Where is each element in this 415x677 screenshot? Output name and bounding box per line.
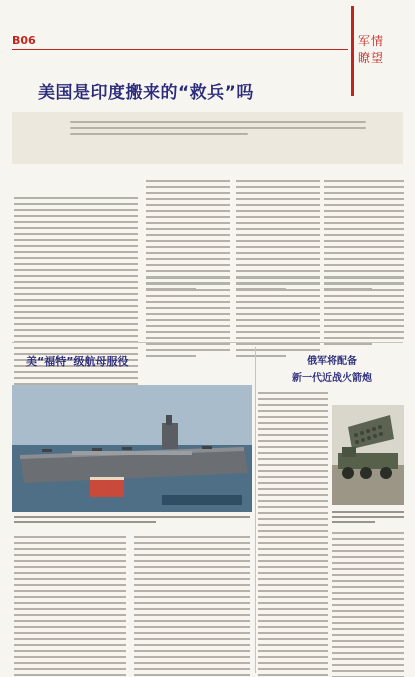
article-body-column-4 [324,180,404,260]
carrier-article-title: 美“福特”级航母服役 [26,355,129,368]
carrier-photo-caption [14,516,250,530]
rocket-article-title-line-1: 俄军将配备 [307,356,357,367]
aircraft-carrier-photo [12,385,252,512]
column-name-line-1: 军情 [358,34,385,48]
column-name-line-2: 瞭望 [358,51,385,65]
rocket-photo-caption [332,511,404,527]
main-headline: 美国是印度搬来的“救兵”吗 [38,83,254,103]
carrier-article-body-2 [134,536,250,674]
rocket-article-heading [262,352,402,384]
carrier-article-body-1 [14,536,126,674]
article-body-column-2b [146,277,230,339]
article-body-column-3 [236,180,320,260]
article-body-column-2 [146,180,230,260]
column-divider [255,347,256,673]
rocket-article-body-1 [258,392,328,672]
header-rule [12,49,348,50]
rocket-launcher-photo [332,405,404,505]
section-divider [12,342,403,343]
carrier-article-heading [26,353,186,371]
article-body-column-1 [14,197,138,342]
article-body-column-3b [236,277,320,339]
aircraft-carrier-illustration [12,385,252,512]
headline-deck [70,121,366,143]
rocket-article-body-2 [332,532,404,672]
rocket-article-title-line-2: 新一代近战火箭炮 [292,373,372,384]
section-masthead [351,6,407,96]
article-body-column-4b [324,277,404,339]
rocket-launcher-illustration [332,405,404,505]
page-number: B06 [12,34,36,47]
